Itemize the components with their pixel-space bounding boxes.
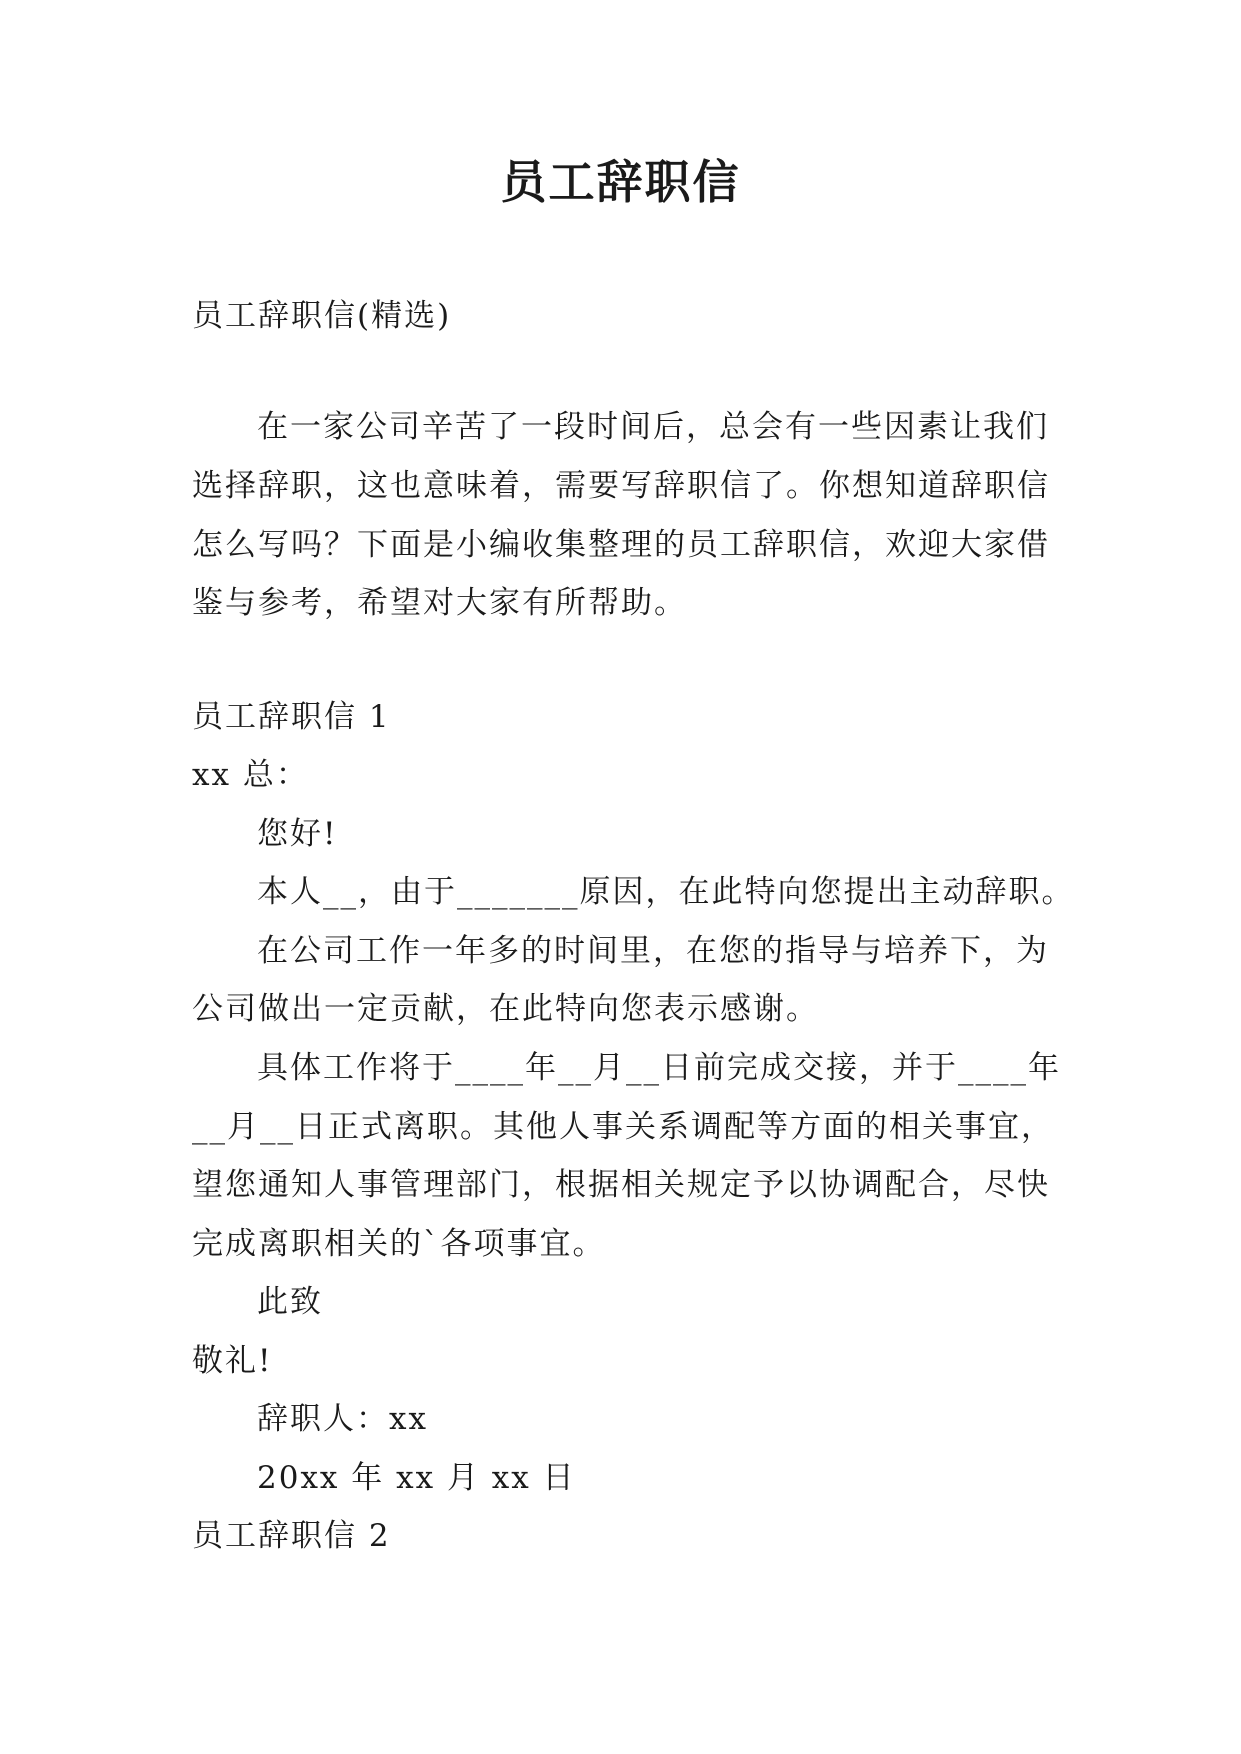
letter-1-signer: 辞职人：xx (257, 1401, 428, 1437)
intro-paragraph-line: 怎么写吗？下面是小编收集整理的员工辞职信，欢迎大家借 (192, 527, 1050, 563)
intro-paragraph-line: 选择辞职，这也意味着，需要写辞职信了。你想知道辞职信 (192, 468, 1050, 504)
letter-1-body-line: 具体工作将于____年__月__日前完成交接，并于____年 (257, 1050, 1061, 1086)
document-title: 员工辞职信 (500, 155, 741, 209)
letter-2-heading: 员工辞职信 2 (192, 1518, 391, 1554)
letter-1-body-line: 本人__，由于_______原因，在此特向您提出主动辞职。 (257, 874, 1075, 910)
letter-1-body-line: __月__日正式离职。其他人事关系调配等方面的相关事宜， (192, 1109, 1054, 1145)
intro-paragraph-line: 在一家公司辛苦了一段时间后，总会有一些因素让我们 (257, 409, 1049, 445)
letter-1-date: 20xx 年 xx 月 xx 日 (257, 1460, 576, 1496)
letter-1-heading: 员工辞职信 1 (192, 699, 391, 735)
intro-paragraph-line: 鉴与参考，希望对大家有所帮助。 (192, 585, 687, 621)
letter-1-body-line: 在公司工作一年多的时间里，在您的指导与培养下，为 (257, 933, 1049, 969)
letter-1-salutation: xx 总： (192, 757, 309, 793)
letter-1-closing: 此致 (257, 1284, 323, 1320)
letter-1-body-line: 公司做出一定贡献，在此特向您表示感谢。 (192, 991, 819, 1027)
document-subtitle: 员工辞职信(精选) (192, 298, 452, 334)
letter-1-body-line: 完成离职相关的`各项事宜。 (192, 1226, 606, 1262)
letter-1-body-line: 望您通知人事管理部门，根据相关规定予以协调配合，尽快 (192, 1167, 1050, 1203)
letter-1-regards: 敬礼! (192, 1343, 273, 1379)
letter-1-greeting: 您好! (257, 816, 338, 852)
